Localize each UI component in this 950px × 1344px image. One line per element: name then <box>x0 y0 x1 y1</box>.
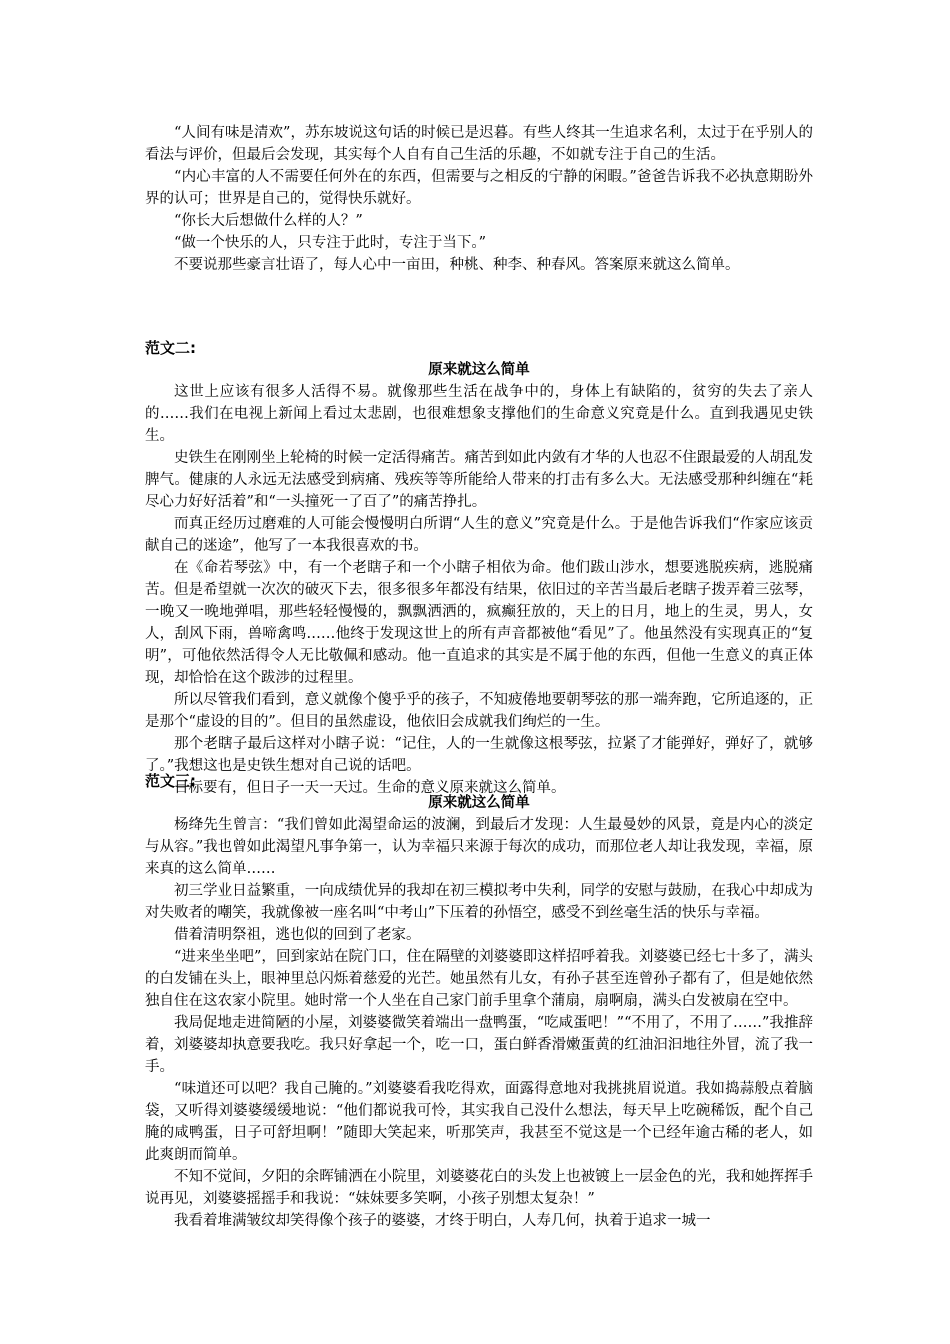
paragraph: “味道还可以吧？我自己腌的。”刘婆婆看我吃得欢，面露得意地对我挑挑眉说道。我如捣蒜般点着脑袋，又听得刘婆婆缓缓地说：“他们都说我可怜，其实我自己没什么想法，每天早上吃碗稀饭，配个自己腌的咸鸭蛋，日子可舒坦啊！”随即大笑起来，听那笑声，我甚至不觉这是一个已经年逾古稀的老人，如此爽朗而简单。 <box>145 1081 813 1163</box>
section-label: 范文三: <box>145 772 196 790</box>
paragraph: “人间有味是清欢”，苏东坡说这句话的时候已是迟暮。有些人终其一生追求名利，太过于在乎别人的看法与评价，但最后会发现，其实每个人自有自己生活的乐趣，不如就专注于自己的生活。 <box>145 125 813 163</box>
paragraph: 这世上应该有很多人活得不易。就像那些生活在战争中的，身体上有缺陷的，贫穷的失去了亲人的……我们在电视上新闻上看过太悲剧，也很难想象支撑他们的生命意义究竟是什么。直到我遇见史铁生。 <box>145 384 813 444</box>
paragraph: 而真正经历过磨难的人可能会慢慢明白所谓“人生的意义”究竟是什么。于是他告诉我们“作家应该贡献自己的迷途”，他写了一本我很喜欢的书。 <box>145 516 813 554</box>
paragraph: 目标要有，但日子一天一天过。生命的意义原来就这么简单。 <box>174 780 566 796</box>
paragraph: 我局促地走进简陋的小屋，刘婆婆微笑着端出一盘鸭蛋，“吃咸蛋吧！”“不用了，不用了……”我推辞着，刘婆婆却执意要我吃。我只好拿起一个，吃一口，蛋白鲜香滑嫩蛋黄的红油汩汩地往外冒，流了我一手。 <box>145 1015 813 1075</box>
section-label: 范文二: <box>145 339 196 357</box>
essay-section-2 <box>145 337 813 799</box>
paragraph: “你长大后想做什么样的人？” <box>174 213 363 229</box>
paragraph: 史铁生在刚刚坐上轮椅的时候一定活得痛苦。痛苦到如此内敛有才华的人也忍不住跟最爱的人胡乱发脾气。健康的人永远无法感受到病痛、残疾等等所能给人带来的打击有多么大。无法感受那种纠缠在“耗尽心力好好活着”和“一头撞死一了百了”的痛苦挣扎。 <box>145 450 813 510</box>
paragraph: 那个老瞎子最后这样对小瞎子说：“记住，人的一生就像这根琴弦，拉紧了才能弹好，弹好了，就够了。”我想这也是史铁生想对自己说的话吧。 <box>145 736 813 774</box>
paragraph: “内心丰富的人不需要任何外在的东西，但需要与之相反的宁静的闲暇。”爸爸告诉我不必执意期盼外界的认可；世界是自己的，觉得快乐就好。 <box>145 169 813 207</box>
intro-section <box>145 122 813 276</box>
paragraph: 在《命若琴弦》中，有一个老瞎子和一个小瞎子相依为命。他们跋山涉水，想要逃脱疾病，逃脱痛苦。但是希望就一次次的破灭下去，很多很多年都没有结果，依旧过的辛苦当最后老瞎子拨弄着三弦琴，一晚又一晚地弹唱，那些轻轻慢慢的，飘飘洒洒的，疯癫狂放的，天上的日月，地上的生灵，男人，女人，刮风下雨，兽啼禽鸣……他终于发现这世上的所有声音都被他“看见”了。他虽然没有实现真正的“复明”，可他依然活得令人无比敬佩和感动。他一直追求的其实是不属于他的东西，但他一生意义的真正体现，却恰恰在这个跋涉的过程里。 <box>145 560 813 686</box>
essay-title: 原来就这么简单 <box>428 795 530 811</box>
paragraph: “进来坐坐吧”，回到家站在院门口，住在隔壁的刘婆婆即这样招呼着我。刘婆婆已经七十多了，满头的白发铺在头上，眼神里总闪烁着慈爱的光芒。她虽然有儿女，有孙子甚至连曾孙子都有了，但是她依然独自住在这农家小院里。她时常一个人坐在自己家门前手里拿个蒲扇，扇啊扇，满头白发被扇在空中。 <box>145 949 813 1009</box>
paragraph: 所以尽管我们看到，意义就像个傻乎乎的孩子，不知疲倦地要朝琴弦的那一端奔跑，它所追逐的，正是那个“虚设的目的”。但目的虽然虚设，他依旧会成就我们绚烂的一生。 <box>145 692 813 730</box>
paragraph: 杨绛先生曾言：“我们曾如此渴望命运的波澜，到最后才发现：人生最曼妙的风景，竟是内心的淡定与从容。”我也曾如此渴望凡事争第一，认为幸福只来源于每次的成功，而那位老人却让我发现，幸福，原来真的这么简单…… <box>145 817 813 877</box>
essay-section-3 <box>145 770 813 1232</box>
paragraph: 不知不觉间，夕阳的余晖铺洒在小院里，刘婆婆花白的头发上也被镀上一层金色的光，我和她挥挥手说再见，刘婆婆摇摇手和我说：“妹妹要多笑啊，小孩子别想太复杂！” <box>145 1169 813 1207</box>
paragraph: 初三学业日益繁重，一向成绩优异的我却在初三模拟考中失利，同学的安慰与鼓励，在我心中却成为对失败者的嘲笑，我就像被一座名叫“中考山”下压着的孙悟空，感受不到丝毫生活的快乐与幸福。 <box>145 883 813 921</box>
paragraph: 我看着堆满皱纹却笑得像个孩子的婆婆，才终于明白，人寿几何，执着于追求一城一 <box>174 1213 711 1229</box>
essay-title: 原来就这么简单 <box>428 362 530 378</box>
paragraph: 不要说那些豪言壮语了，每人心中一亩田，种桃、种李、种春风。答案原来就这么简单。 <box>174 257 740 273</box>
paragraph: 借着清明祭祖，逃也似的回到了老家。 <box>174 927 421 943</box>
paragraph: “做一个快乐的人，只专注于此时，专注于当下。” <box>174 235 487 251</box>
